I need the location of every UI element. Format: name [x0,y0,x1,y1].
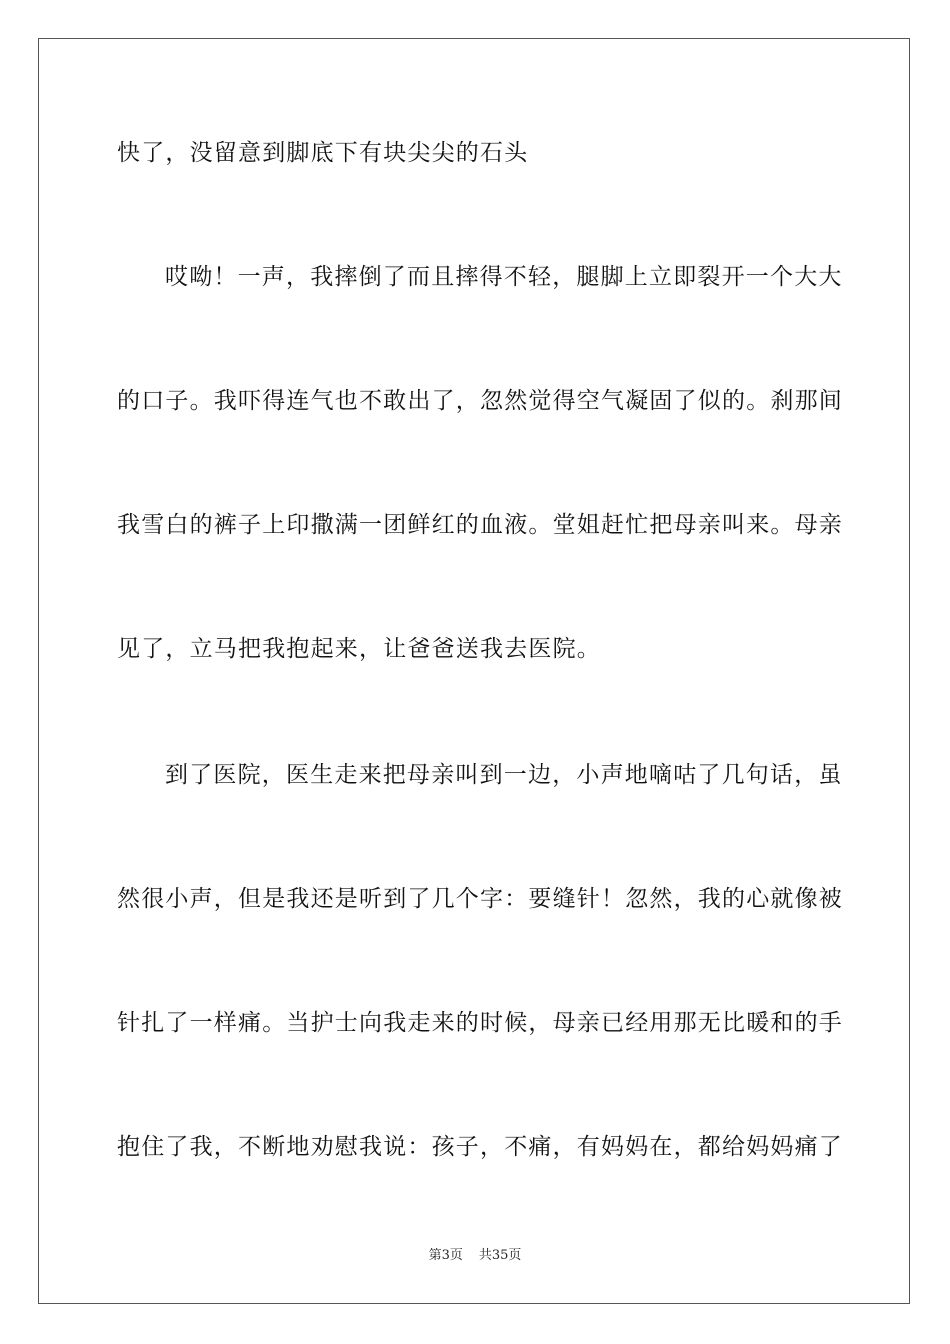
text-line: 的口子。我吓得连气也不敢出了，忽然觉得空气凝固了似的。刹那间 [117,388,843,414]
text-line: 然很小声，但是我还是听到了几个字：要缝针！忽然，我的心就像被 [117,886,843,912]
text-line: 我雪白的裤子上印撒满一团鲜红的血液。堂姐赶忙把母亲叫来。母亲 [117,512,843,538]
page-footer [0,1247,950,1265]
page-border [38,38,910,1304]
text-line: 针扎了一样痛。当护士向我走来的时候，母亲已经用那无比暖和的手 [117,1010,843,1036]
paragraph-start-line: 到了医院，医生走来把母亲叫到一边，小声地嘀咕了几句话，虽 [165,762,843,788]
current-page-label: 第3页 [428,1248,463,1263]
paragraph-start-line: 哎呦！一声，我摔倒了而且摔得不轻，腿脚上立即裂开一个大大 [165,264,843,290]
text-line: 抱住了我，不断地劝慰我说：孩子，不痛，有妈妈在，都给妈妈痛了 [117,1134,843,1160]
text-line: 快了，没留意到脚底下有块尖尖的石头 [117,140,529,166]
total-pages-label: 共35页 [478,1248,522,1263]
text-line: 见了，立马把我抱起来，让爸爸送我去医院。 [117,636,601,662]
